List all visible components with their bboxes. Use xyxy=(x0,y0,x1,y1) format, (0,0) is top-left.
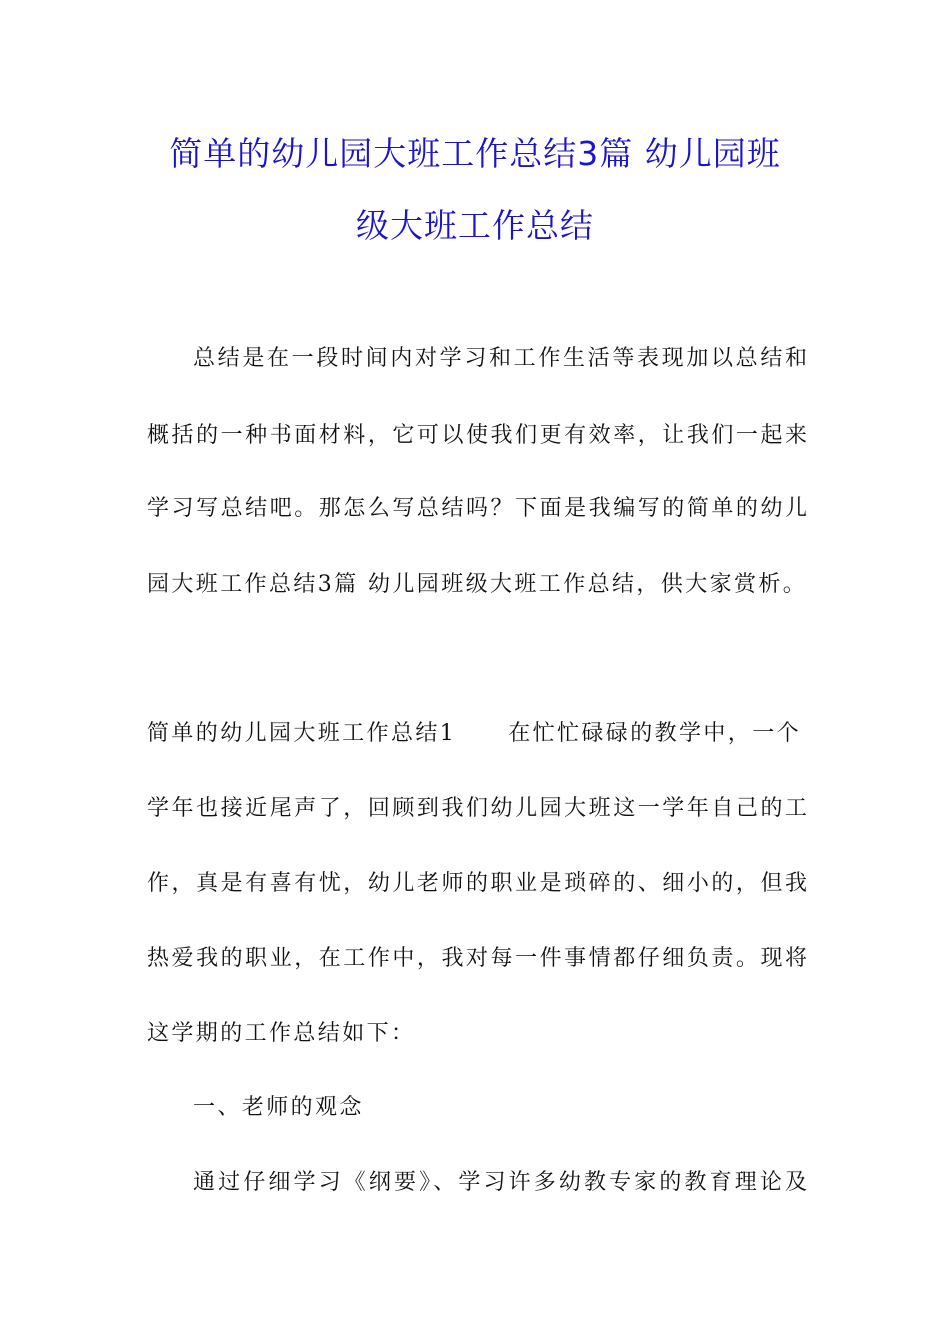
intro-line-4: 园大班工作总结3篇 幼儿园班级大班工作总结，供大家赏析。 xyxy=(147,572,808,597)
section1-line-5: 这学期的工作总结如下： xyxy=(147,1021,416,1046)
document-title-line-1: 简单的幼儿园大班工作总结3篇 幼儿园班 xyxy=(169,134,781,173)
section1-line-4: 热爱我的职业，在工作中，我对每一件事情都仔细负责。现将 xyxy=(147,946,807,971)
section1-label: 简单的幼儿园大班工作总结1 xyxy=(147,721,457,746)
section-heading-1: 一、老师的观念 xyxy=(193,1095,364,1120)
section1-line-1: 在忙忙碌碌的教学中，一个 xyxy=(508,721,802,746)
intro-line-2: 概括的一种书面材料，它可以使我们更有效率，让我们一起来 xyxy=(147,423,807,448)
intro-line-1: 总结是在一段时间内对学习和工作生活等表现加以总结和 xyxy=(193,346,807,371)
document-title-line-2: 级大班工作总结 xyxy=(356,206,594,245)
intro-line-3: 学习写总结吧。那怎么写总结吗？下面是我编写的简单的幼儿 xyxy=(147,496,807,521)
section1-line-3: 作，真是有喜有忧，幼儿老师的职业是琐碎的、细小的，但我 xyxy=(147,871,807,896)
para3-line-1: 通过仔细学习《纲要》、学习许多幼教专家的教育理论及 xyxy=(193,1170,807,1195)
section1-first-line xyxy=(147,719,807,749)
section1-line-2: 学年也接近尾声了，回顾到我们幼儿园大班这一学年自己的工 xyxy=(147,796,807,821)
